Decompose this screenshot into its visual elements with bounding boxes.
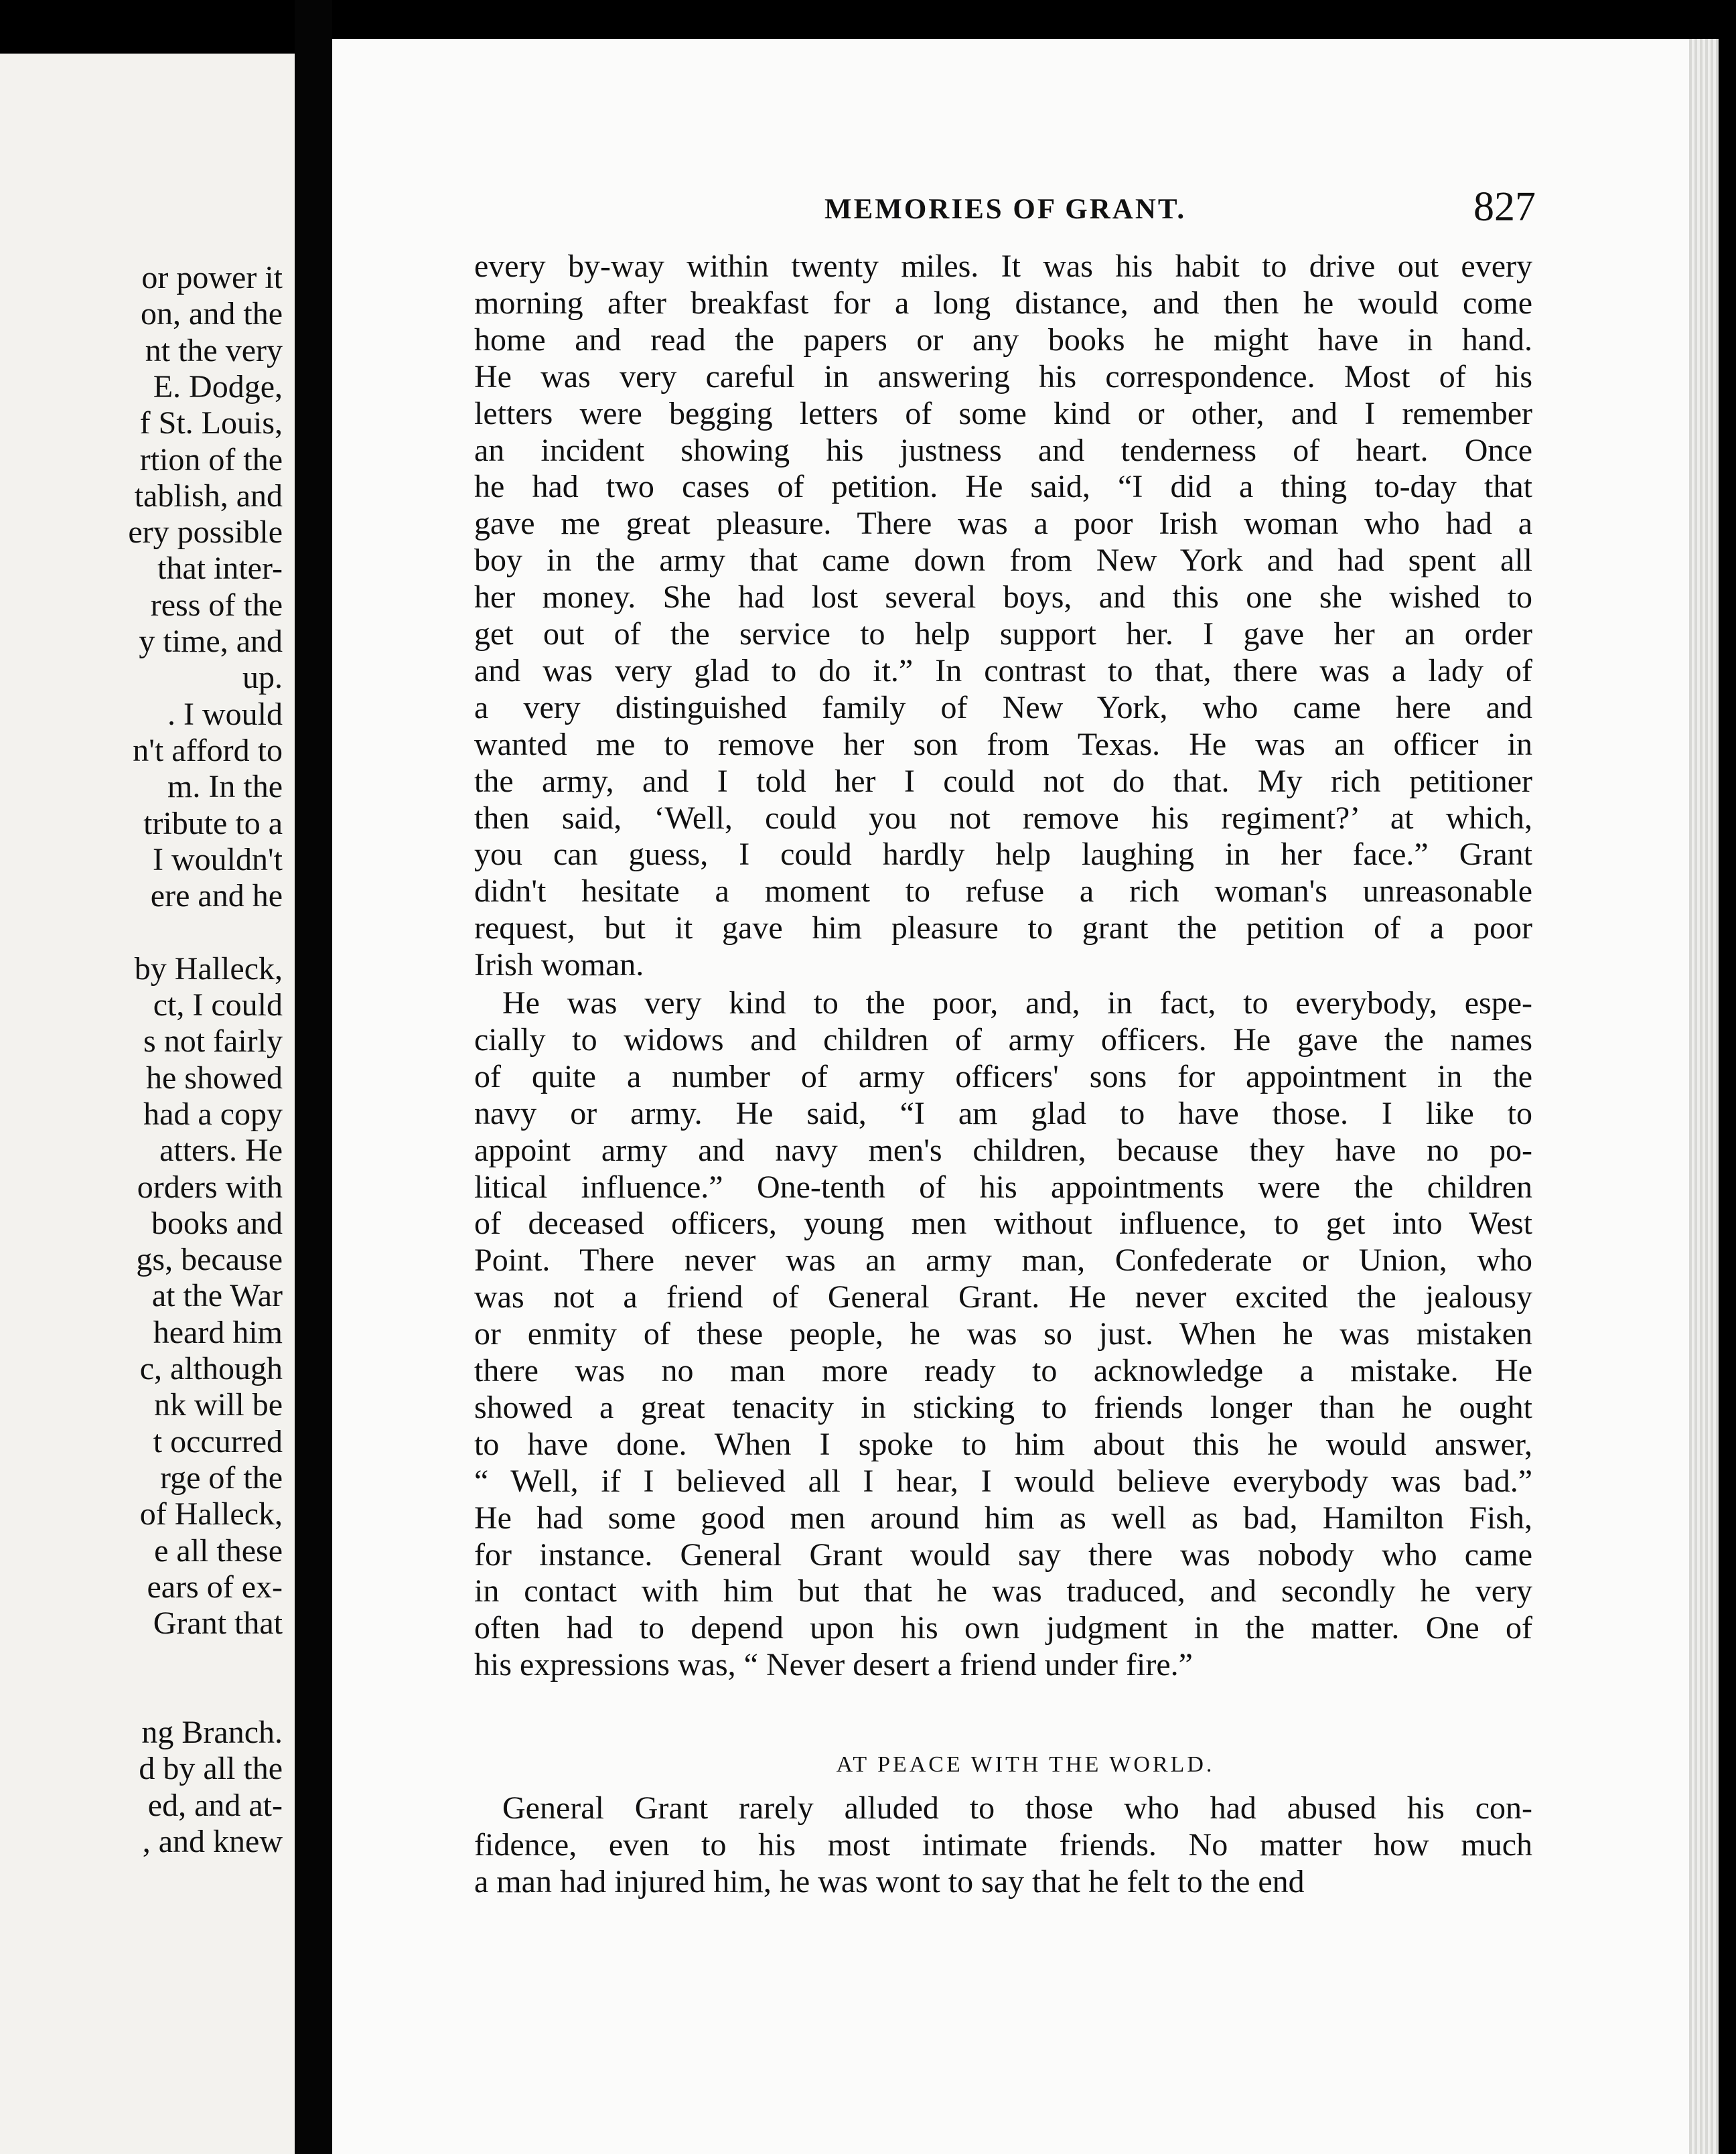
left-page-line: tablish, and <box>134 478 283 514</box>
running-head: MEMORIES OF GRANT. <box>824 194 1187 225</box>
body-text-line: gave me great pleasure. There was a poor Irish woman who had a <box>474 506 1532 542</box>
body-text-line: a man had injured him, he was wont to say that he felt to the end <box>474 1863 1305 1899</box>
body-text-line: an incident showing his justness and tenderness of heart. Once <box>474 432 1532 468</box>
body-text-line: He was very kind to the poor, and, in fact, to everybody, espe- <box>502 985 1532 1021</box>
left-page-line: ery possible <box>128 514 283 551</box>
left-page-line: c, although <box>139 1351 283 1386</box>
body-text-line: litical influence.” One-tenth of his appointments were the children <box>474 1169 1532 1205</box>
left-page-line: orders with <box>137 1169 283 1205</box>
body-text-line: navy or army. He said, “I am glad to have those. I like to <box>474 1095 1532 1131</box>
left-page-line: n't afford to <box>133 732 283 768</box>
body-text-line: General Grant rarely alluded to those who had abused his con- <box>502 1790 1532 1826</box>
left-page-line: rge of the <box>159 1459 283 1496</box>
body-text-line: a very distinguished family of New York, who came here and <box>474 689 1532 725</box>
left-page-line: of Halleck, <box>139 1496 283 1532</box>
left-page-line: ears of ex- <box>147 1569 283 1605</box>
body-text-line: you can guess, I could hardly help laughing in her face.” Grant <box>474 837 1532 873</box>
page-number: 827 <box>1473 184 1536 230</box>
body-text-line: was not a friend of General Grant. He never excited the jealousy <box>474 1279 1532 1315</box>
left-page-line: . I would <box>167 696 283 732</box>
left-page-line: atters. He <box>159 1133 283 1169</box>
left-page-line: s not fairly <box>143 1023 283 1060</box>
body-text-line: Irish woman. <box>474 947 644 983</box>
body-text-line: fidence, even to his most intimate friends. No matter how much <box>474 1826 1532 1863</box>
body-text-line: his expressions was, “ Never desert a friend under fire.” <box>474 1647 1193 1683</box>
body-text-line: letters were begging letters of some kind or other, and I remember <box>474 395 1532 431</box>
left-page-line: , and knew <box>142 1823 283 1859</box>
body-text-line: the army, and I told her I could not do that. My rich petitioner <box>474 763 1532 799</box>
left-page-line: ct, I could <box>153 987 283 1023</box>
left-page-line: f St. Louis, <box>139 405 283 441</box>
left-page-line: by Halleck, <box>134 950 283 987</box>
body-text-line: didn't hesitate a moment to refuse a rich woman's unreasonable <box>474 873 1532 910</box>
body-text-line: of deceased officers, young men without influence, to get into West <box>474 1206 1532 1242</box>
left-page-line: e all these <box>154 1532 283 1569</box>
left-page-line: ere and he <box>150 878 283 914</box>
body-text-line: appoint army and navy men's children, because they have no po- <box>474 1132 1532 1168</box>
left-page-line: had a copy <box>143 1096 283 1132</box>
left-page-line: ng Branch. <box>141 1715 283 1750</box>
body-text-line: “ Well, if I believed all I hear, I would believe everybody was bad.” <box>474 1463 1532 1499</box>
body-text-line: then said, ‘Well, could you not remove his regiment?’ at which, <box>474 800 1532 836</box>
left-page <box>0 54 295 2154</box>
left-page-line: ed, and at- <box>147 1787 283 1823</box>
body-text-line: he had two cases of petition. He said, “I did a thing to-day that <box>474 469 1532 505</box>
left-page-line: d by all the <box>139 1751 283 1787</box>
page-edge <box>1689 39 1719 2154</box>
left-page-line: E. Dodge, <box>153 368 283 405</box>
book-gutter <box>295 0 332 2154</box>
body-text-line: for instance. General Grant would say there was nobody who came <box>474 1536 1532 1573</box>
body-text-line: every by-way within twenty miles. It was his habit to drive out every <box>474 248 1532 284</box>
body-text-line: in contact with him but that he was traduced, and secondly he very <box>474 1573 1532 1609</box>
left-page-line: Grant that <box>153 1605 283 1642</box>
left-page-line: that inter- <box>157 551 283 587</box>
body-text-line: He was very careful in answering his correspondence. Most of his <box>474 358 1532 394</box>
body-text-line: morning after breakfast for a long distance, and then he would come <box>474 285 1532 321</box>
body-text-line: her money. She had lost several boys, and this one she wished to <box>474 579 1532 616</box>
left-page-line: at the War <box>151 1278 283 1314</box>
left-page-line: up. <box>242 660 283 696</box>
body-text-line: Point. There never was an army man, Confederate or Union, who <box>474 1242 1532 1279</box>
left-page-line: I wouldn't <box>153 841 283 877</box>
right-page <box>332 39 1719 2154</box>
left-page-line: nk will be <box>154 1387 283 1423</box>
body-text-line: He had some good men around him as well as bad, Hamilton Fish, <box>474 1500 1532 1536</box>
left-page-line: rtion of the <box>139 441 283 478</box>
left-page-line: tribute to a <box>143 805 283 841</box>
body-text-line: get out of the service to help support her. I gave her an order <box>474 616 1532 652</box>
body-text-line: showed a great tenacity in sticking to friends longer than he ought <box>474 1389 1532 1425</box>
left-page-line: or power it <box>141 260 283 295</box>
body-text-line: wanted me to remove her son from Texas. He was an officer in <box>474 726 1532 762</box>
body-text-line: often had to depend upon his own judgment in the matter. One of <box>474 1610 1532 1646</box>
body-text-line: of quite a number of army officers' sons for appointment in the <box>474 1058 1532 1094</box>
left-page-line: t occurred <box>153 1423 283 1459</box>
body-text-line: and was very glad to do it.” In contrast to that, there was a lady of <box>474 652 1532 689</box>
body-text-line: request, but it gave him pleasure to grant the petition of a poor <box>474 910 1532 946</box>
left-page-line: on, and the <box>141 296 283 332</box>
left-page-line: y time, and <box>139 624 283 659</box>
body-text-line: home and read the papers or any books he might have in hand. <box>474 321 1532 358</box>
left-page-line: he showed <box>146 1060 283 1096</box>
left-page-line: m. In the <box>167 769 283 805</box>
left-page-line: heard him <box>153 1314 283 1350</box>
body-text-line: to have done. When I spoke to him about this he would answer, <box>474 1426 1532 1462</box>
body-text-line: boy in the army that came down from New York and had spent all <box>474 543 1532 579</box>
body-text-line: there was no man more ready to acknowledge a mistake. He <box>474 1353 1532 1388</box>
left-page-line: nt the very <box>145 332 283 368</box>
left-page-line: gs, because <box>136 1242 283 1278</box>
left-page-line: books and <box>151 1205 283 1241</box>
body-text-line: or enmity of these people, he was so just. When he was mistaken <box>474 1316 1532 1352</box>
section-heading: AT PEACE WITH THE WORLD. <box>836 1752 1215 1777</box>
body-text-line: cially to widows and children of army officers. He gave the names <box>474 1021 1532 1058</box>
left-page-line: ress of the <box>150 587 283 623</box>
